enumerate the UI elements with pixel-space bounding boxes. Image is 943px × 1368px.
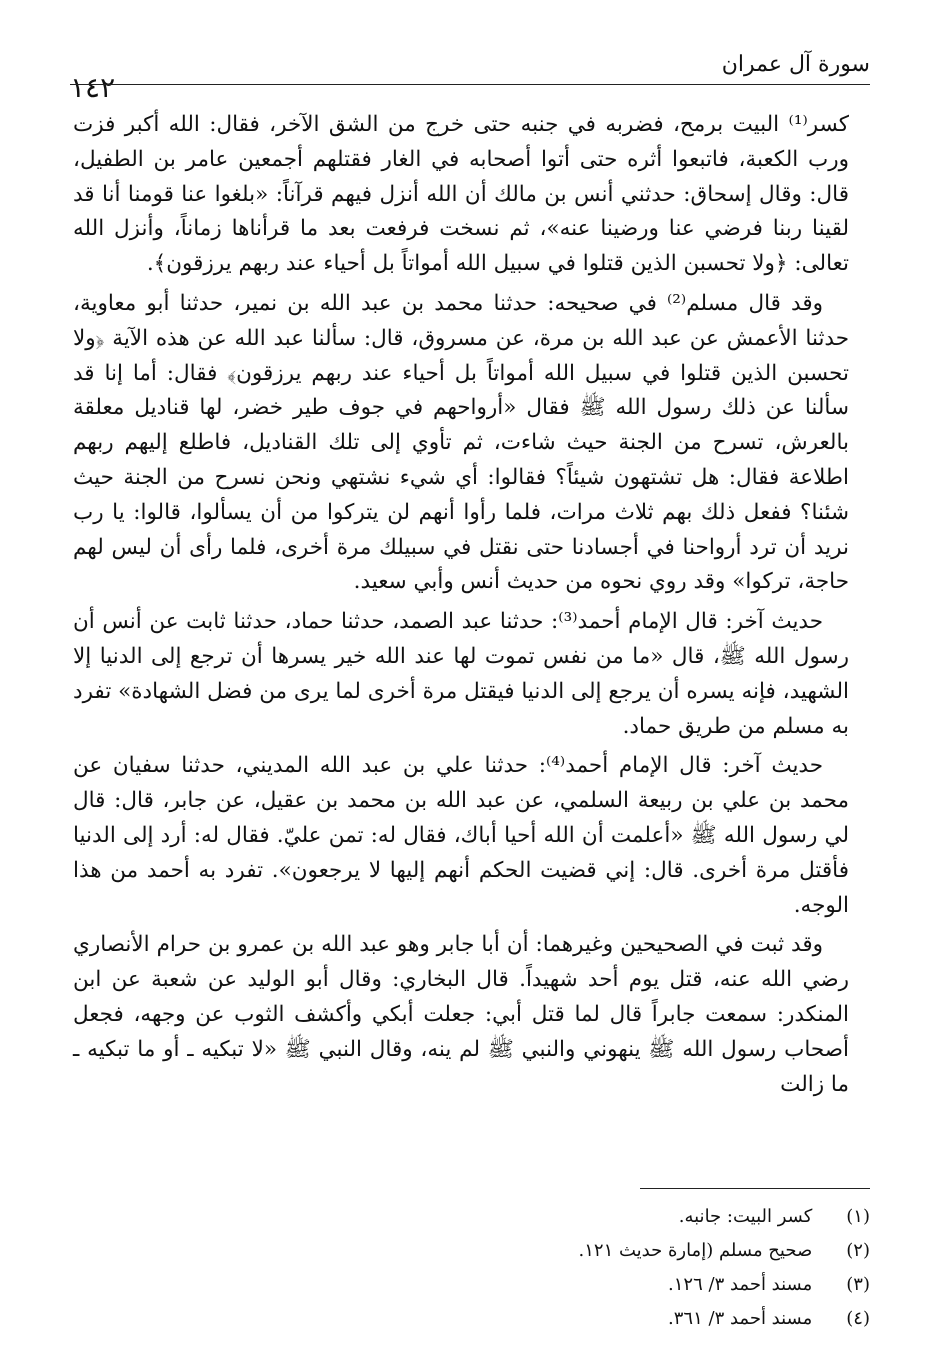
footnote-number: (٤) (846, 1308, 870, 1329)
paragraph: حديث آخر: قال الإمام أحمد⁽³⁾: حدثنا عبد الصمد، حدثنا حماد، حدثنا ثابت عن أنس أن رسول الله ﷺ، قال «ما من نفس تموت لها عند الله خير يسرها أن ترجع إلى الدنيا إلا الشهيد، فإنه يسره أن يرجع إلى الدنيا فيقتل مرة أخرى لما يرى من فضل الشهادة» تفرد به مسلم من طريق حماد. (73, 609, 849, 739)
footnote-number: (١) (846, 1206, 870, 1227)
page-header (70, 50, 870, 104)
footnote (270, 1234, 870, 1268)
footnote-text: صحيح مسلم (إمارة حديث ١٢١. (578, 1240, 813, 1261)
paragraph: وقد ثبت في الصحيحين وغيرهما: أن أبا جابر وهو عبد الله بن عمرو بن حرام الأنصاري رضي الله عنه، قتل يوم أحد شهيداً. قال البخاري: وقال أبو الوليد عن شعبة عن ابن المنكدر: سمعت جابراً قال لما قتل أبي: جعلت أبكي وأكشف الثوب عن وجهه، فجعل أصحاب رسول الله ﷺ ينهوني والنبي ﷺ لم ينه، وقال النبي ﷺ «لا تبكيه ـ أو ما تبكيه ـ ما زالت (73, 932, 849, 1097)
paragraph: كسر⁽¹⁾ البيت برمح، فضربه في جنبه حتى خرج من الشق الآخر، فقال: الله أكبر فزت ورب الكعبة، فاتبعوا أثره حتى أتوا أصحابه في الغار فقتلهم أجمعين عامر بن الطفيل، قال: وقال إسحاق: حدثني أنس بن مالك أن الله أنزل فيهم قرآناً: «بلغوا عنا قومنا أنا قد لقينا ربنا فرضي عنا ورضينا عنه»، ثم نسخت فرفعت بعد ما قرأناها زماناً، وأنزل الله تعالى: ﴿ولا تحسبن الذين قتلوا في سبيل الله أمواتاً بل أحياء عند ربهم يرزقون﴾. (73, 112, 849, 277)
paragraph: وقد قال مسلم⁽²⁾ في صحيحه: حدثنا محمد بن عبد الله بن نمير، حدثنا أبو معاوية، حدثنا الأعمش عن عبد الله بن مرة، عن مسروق، قال: سألنا عبد الله عن هذه الآية ﴿ولا تحسبن الذين قتلوا في سبيل الله أمواتاً بل أحياء عند ربهم يرزقون﴾ فقال: أما إنا قد سألنا عن ذلك رسول الله ﷺ فقال «أرواحهم في جوف طير خضر، لها قناديل معلقة بالعرش، تسرح من الجنة حيث شاءت، ثم تأوي إلى تلك القناديل، فاطلع إليهم ربهم اطلاعة فقال: هل تشتهون شيئاً؟ فقالوا: أي شيء نشتهي ونحن نسرح من الجنة حيث شئنا؟ ففعل ذلك بهم ثلاث مرات، فلما رأوا أنهم لن يتركوا من أن يسألوا، قالوا: يا رب نريد أن ترد أرواحنا في أجسادنا حتى نقتل في سبيلك مرة أخرى، فلما رأى أن ليس لهم حاجة، تركوا» وقد روي نحوه من حديث أنس وأبي سعيد. (73, 290, 849, 595)
footnote-text: مسند أحمد ٣/ ٣٦١. (668, 1308, 813, 1329)
footnote (270, 1268, 870, 1302)
footnote (270, 1302, 870, 1336)
footnotes (270, 1200, 870, 1336)
main-text (73, 108, 849, 1107)
paragraph: حديث آخر: قال الإمام أحمد⁽⁴⁾: حدثنا علي بن عبد الله المديني، حدثنا سفيان عن محمد بن علي بن ربيعة السلمي، عن عبد الله بن محمد بن عقيل، عن جابر، قال: قال لي رسول الله ﷺ «أعلمت أن الله أحيا أباك، فقال له: تمن عليّ. فقال له: أرد إلى الدنيا فأقتل مرة أخرى. قال: إني قضيت الحكم أنهم إليها لا يرجعون». تفرد به أحمد من هذا الوجه. (73, 753, 849, 918)
footnote-text: كسر البيت: جانبه. (678, 1206, 813, 1227)
page-number: ١٤٢ (70, 71, 116, 104)
footnote-number: (٣) (846, 1274, 870, 1295)
footnote-number: (٢) (846, 1240, 870, 1261)
footnote (270, 1200, 870, 1234)
footnote-separator (640, 1188, 870, 1189)
running-title: سورة آل عمران (721, 52, 870, 77)
header-rule (70, 84, 870, 85)
footnote-text: مسند أحمد ٣/ ١٢٦. (668, 1274, 813, 1295)
